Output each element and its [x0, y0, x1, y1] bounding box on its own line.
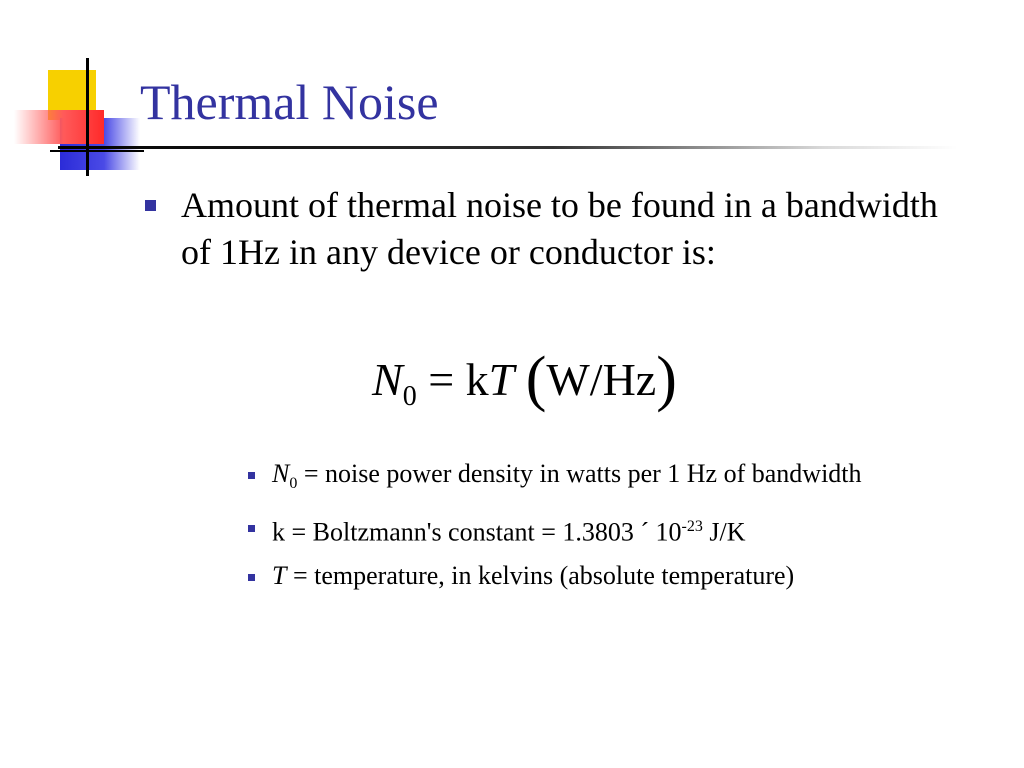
- definition-n0-symbol: N: [272, 459, 290, 488]
- equation-variable: T: [488, 354, 515, 405]
- definition-k-text: k = Boltzmann's constant = 1.3803 ´ 10: [272, 517, 682, 547]
- decor-red-bar: [14, 110, 104, 144]
- sub-bullet-icon: [248, 574, 255, 581]
- definition-n0-subscript: 0: [289, 475, 298, 493]
- thermal-noise-equation: [372, 344, 677, 424]
- equation-units: W/Hz: [546, 354, 657, 405]
- main-bullet: [145, 182, 965, 276]
- sub-bullet-icon: [248, 525, 255, 532]
- definition-t-text: = temperature, in kelvins (absolute temperature): [286, 560, 795, 590]
- decor-horizontal-line: [50, 150, 144, 152]
- equation-equals: =: [428, 354, 455, 405]
- definition-k-suffix: J/K: [702, 517, 746, 547]
- equation-close-paren: ): [656, 345, 677, 413]
- bullet-square-icon: [145, 200, 156, 211]
- definition-k: [248, 509, 988, 550]
- equation-constant: k: [465, 354, 489, 405]
- slide-decoration: [0, 0, 140, 190]
- definition-n0: [248, 456, 988, 501]
- equation-open-paren: (: [525, 345, 547, 413]
- slide-title: Thermal Noise: [140, 74, 439, 130]
- main-bullet-text: Amount of thermal noise to be found in a bandwidth of 1Hz in any device or conductor is:: [181, 185, 938, 272]
- equation-lhs-symbol: N: [372, 354, 403, 405]
- definition-n0-text: = noise power density in watts per 1 Hz of bandwidth: [297, 459, 862, 488]
- definition-t: [248, 558, 988, 593]
- decor-vertical-line: [86, 58, 89, 176]
- definition-k-exponent: -23: [681, 518, 703, 536]
- sub-bullet-icon: [248, 472, 255, 479]
- title-underline: [58, 146, 958, 149]
- definitions-list: [248, 456, 988, 601]
- equation-lhs-subscript: 0: [402, 381, 417, 412]
- definition-t-symbol: T: [272, 560, 287, 590]
